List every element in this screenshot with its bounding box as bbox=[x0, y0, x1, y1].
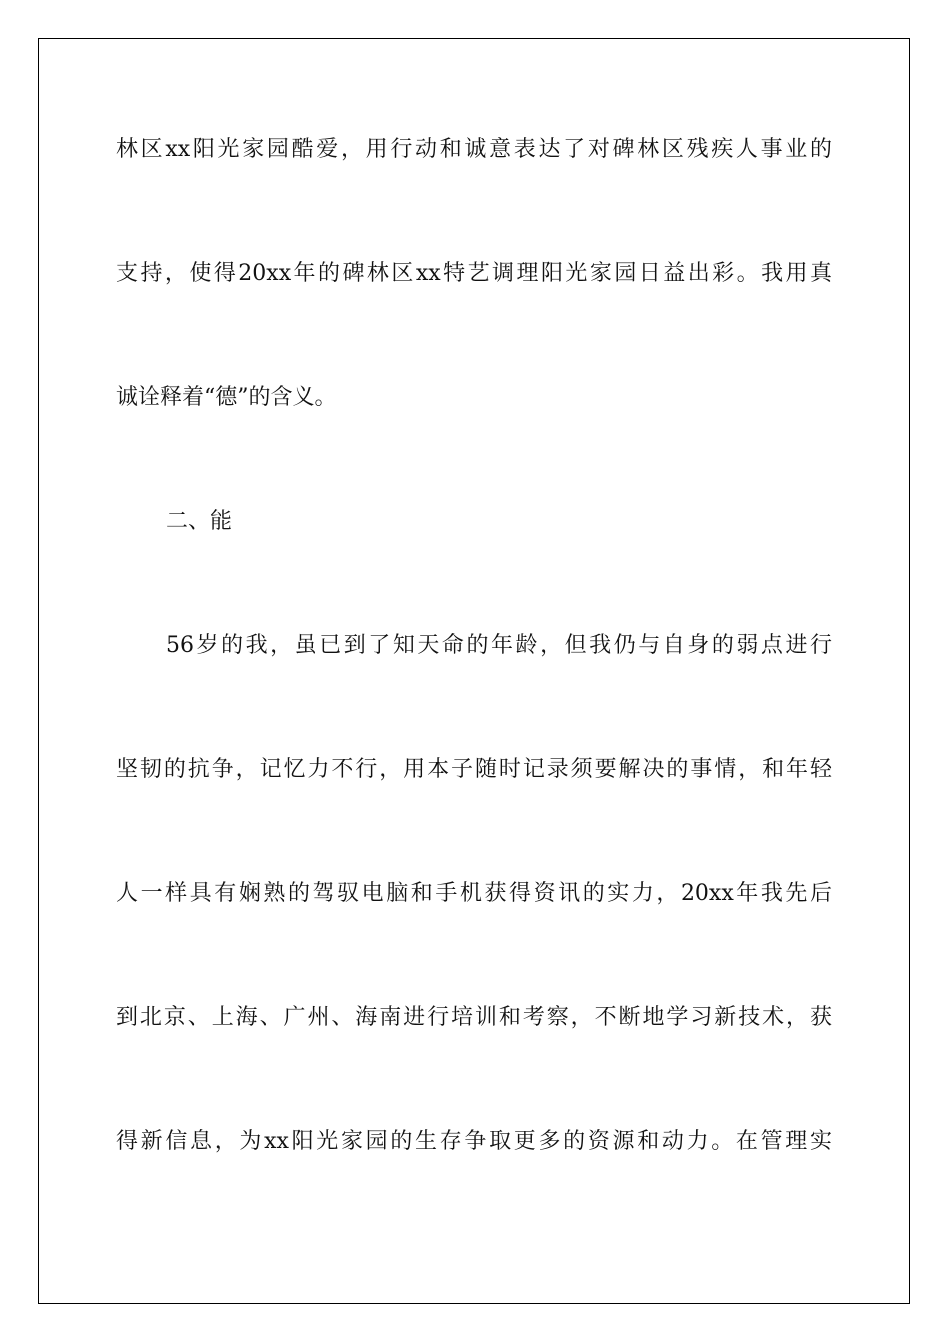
text-line-7: 人一样具有娴熟的驾驭电脑和手机获得资讯的实力，20xx年我先后 bbox=[116, 881, 832, 906]
text-line-5: 56岁的我，虽已到了知天命的年龄，但我仍与自身的弱点进行 bbox=[166, 633, 832, 658]
text-line-9: 得新信息，为xx阳光家园的生存争取更多的资源和动力。在管理实 bbox=[116, 1129, 832, 1154]
section-heading: 二、能 bbox=[166, 509, 233, 534]
text-line-2: 支持，使得20xx年的碑林区xx特艺调理阳光家园日益出彩。我用真 bbox=[116, 261, 832, 286]
page-border bbox=[38, 38, 910, 1304]
text-line-6: 坚韧的抗争，记忆力不行，用本子随时记录须要解决的事情，和年轻 bbox=[116, 757, 832, 782]
text-line-8: 到北京、上海、广州、海南进行培训和考察，不断地学习新技术，获 bbox=[116, 1005, 832, 1030]
text-line-1: 林区xx阳光家园酷爱，用行动和诚意表达了对碑林区残疾人事业的 bbox=[116, 137, 832, 162]
text-line-3: 诚诠释着“德”的含义。 bbox=[116, 385, 337, 410]
